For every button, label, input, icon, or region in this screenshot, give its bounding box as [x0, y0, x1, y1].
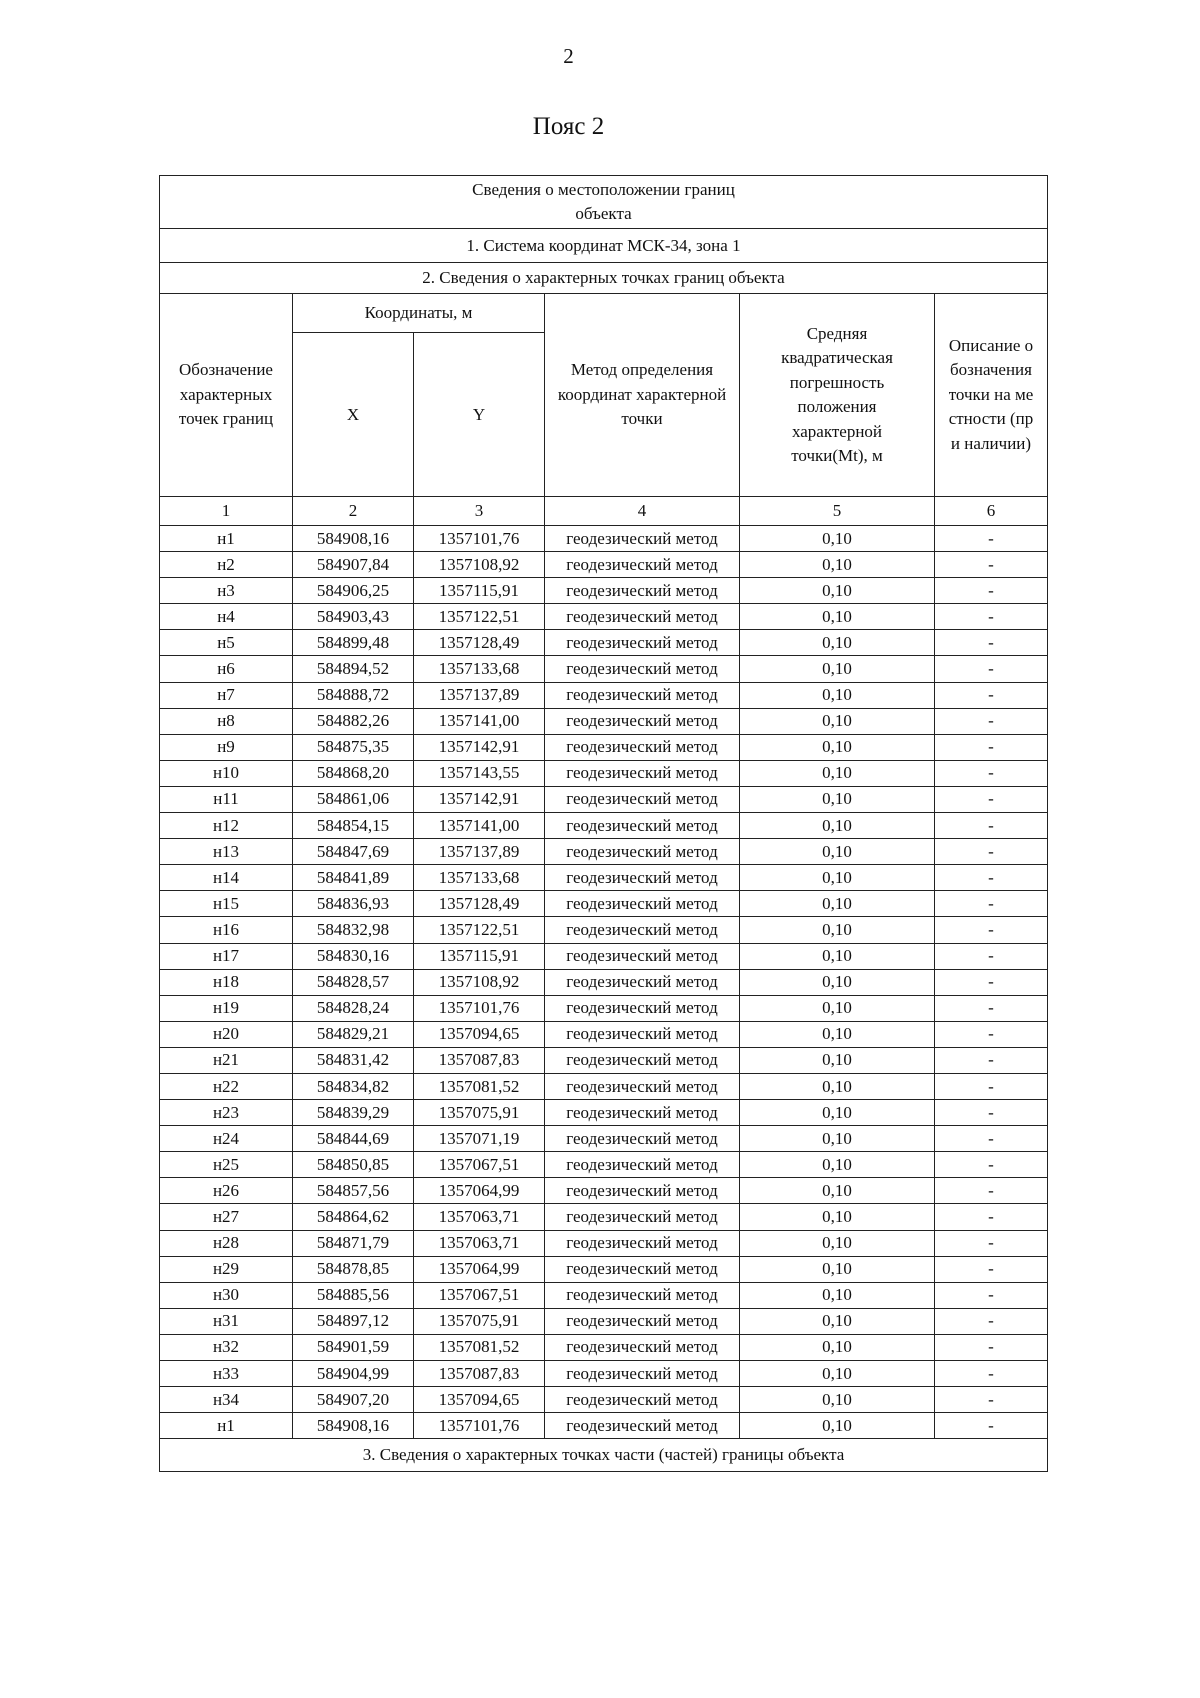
- table-row: [160, 1073, 1048, 1099]
- point-x: 584878,85: [293, 1256, 414, 1282]
- point-description: -: [935, 578, 1048, 604]
- point-id: н31: [160, 1308, 293, 1334]
- point-id: н20: [160, 1021, 293, 1047]
- point-y: 1357063,71: [414, 1230, 545, 1256]
- point-accuracy: 0,10: [740, 1073, 935, 1099]
- point-x: 584875,35: [293, 734, 414, 760]
- point-accuracy: 0,10: [740, 526, 935, 552]
- point-x: 584828,57: [293, 969, 414, 995]
- point-x: 584907,84: [293, 552, 414, 578]
- table-row: [160, 708, 1048, 734]
- points-body: [160, 526, 1048, 1439]
- point-description: -: [935, 630, 1048, 656]
- point-accuracy: 0,10: [740, 1308, 935, 1334]
- point-description: -: [935, 1387, 1048, 1413]
- point-y: 1357081,52: [414, 1073, 545, 1099]
- point-id: н25: [160, 1152, 293, 1178]
- point-method: геодезический метод: [545, 1413, 740, 1439]
- table-row: [160, 1126, 1048, 1152]
- point-x: 584904,99: [293, 1361, 414, 1387]
- point-method: геодезический метод: [545, 656, 740, 682]
- point-y: 1357101,76: [414, 1413, 545, 1439]
- point-id: н16: [160, 917, 293, 943]
- point-x: 584903,43: [293, 604, 414, 630]
- point-id: н14: [160, 865, 293, 891]
- point-accuracy: 0,10: [740, 1178, 935, 1204]
- point-method: геодезический метод: [545, 708, 740, 734]
- point-x: 584897,12: [293, 1308, 414, 1334]
- point-y: 1357143,55: [414, 760, 545, 786]
- point-method: геодезический метод: [545, 1126, 740, 1152]
- point-x: 584864,62: [293, 1204, 414, 1230]
- point-method: геодезический метод: [545, 813, 740, 839]
- point-x: 584861,06: [293, 786, 414, 812]
- col-method-label: Метод определения координат характерной точки: [557, 360, 727, 429]
- table-row: [160, 656, 1048, 682]
- point-method: геодезический метод: [545, 1152, 740, 1178]
- coord-system: 1. Система координат МСК-34, зона 1: [160, 229, 1048, 263]
- point-method: геодезический метод: [545, 1308, 740, 1334]
- point-id: н2: [160, 552, 293, 578]
- point-x: 584839,29: [293, 1100, 414, 1126]
- point-description: -: [935, 891, 1048, 917]
- point-method: геодезический метод: [545, 1256, 740, 1282]
- point-x: 584834,82: [293, 1073, 414, 1099]
- point-accuracy: 0,10: [740, 813, 935, 839]
- point-accuracy: 0,10: [740, 1021, 935, 1047]
- point-id: н10: [160, 760, 293, 786]
- point-method: геодезический метод: [545, 1073, 740, 1099]
- table-row: [160, 813, 1048, 839]
- point-x: 584871,79: [293, 1230, 414, 1256]
- point-method: геодезический метод: [545, 1334, 740, 1360]
- point-y: 1357108,92: [414, 552, 545, 578]
- table-row: [160, 1387, 1048, 1413]
- point-description: -: [935, 1126, 1048, 1152]
- point-id: н4: [160, 604, 293, 630]
- point-y: 1357122,51: [414, 917, 545, 943]
- table-row: [160, 1178, 1048, 1204]
- point-y: 1357101,76: [414, 995, 545, 1021]
- point-description: -: [935, 813, 1048, 839]
- point-id: н32: [160, 1334, 293, 1360]
- table-row: [160, 604, 1048, 630]
- column-numbers-row: [160, 497, 1048, 526]
- table-row: [160, 630, 1048, 656]
- point-accuracy: 0,10: [740, 1204, 935, 1230]
- point-y: 1357141,00: [414, 708, 545, 734]
- point-description: -: [935, 1204, 1048, 1230]
- col-number-5: 5: [740, 497, 935, 526]
- point-x: 584908,16: [293, 526, 414, 552]
- table-row: [160, 1152, 1048, 1178]
- point-y: 1357101,76: [414, 526, 545, 552]
- point-id: н6: [160, 656, 293, 682]
- point-y: 1357067,51: [414, 1152, 545, 1178]
- point-description: -: [935, 526, 1048, 552]
- point-method: геодезический метод: [545, 578, 740, 604]
- point-y: 1357108,92: [414, 969, 545, 995]
- point-x: 584885,56: [293, 1282, 414, 1308]
- point-id: н1: [160, 1413, 293, 1439]
- table-row: [160, 865, 1048, 891]
- point-method: геодезический метод: [545, 604, 740, 630]
- point-y: 1357122,51: [414, 604, 545, 630]
- point-method: геодезический метод: [545, 552, 740, 578]
- point-x: 584894,52: [293, 656, 414, 682]
- point-accuracy: 0,10: [740, 1256, 935, 1282]
- point-id: н5: [160, 630, 293, 656]
- point-x: 584882,26: [293, 708, 414, 734]
- point-x: 584854,15: [293, 813, 414, 839]
- col-y-header: Y: [414, 333, 545, 497]
- point-id: н7: [160, 682, 293, 708]
- point-accuracy: 0,10: [740, 1387, 935, 1413]
- point-description: -: [935, 760, 1048, 786]
- table-row: [160, 1413, 1048, 1439]
- point-y: 1357133,68: [414, 656, 545, 682]
- point-accuracy: 0,10: [740, 917, 935, 943]
- point-description: -: [935, 1047, 1048, 1073]
- point-method: геодезический метод: [545, 786, 740, 812]
- point-x: 584844,69: [293, 1126, 414, 1152]
- point-id: н9: [160, 734, 293, 760]
- col-designation-label: Обозначение характерных точек границ: [178, 360, 274, 429]
- point-x: 584907,20: [293, 1387, 414, 1413]
- point-method: геодезический метод: [545, 1204, 740, 1230]
- point-description: -: [935, 969, 1048, 995]
- point-y: 1357063,71: [414, 1204, 545, 1230]
- point-method: геодезический метод: [545, 1361, 740, 1387]
- table-row: [160, 995, 1048, 1021]
- point-x: 584829,21: [293, 1021, 414, 1047]
- point-id: н17: [160, 943, 293, 969]
- point-x: 584828,24: [293, 995, 414, 1021]
- table-row: [160, 1334, 1048, 1360]
- table-row: [160, 1256, 1048, 1282]
- point-description: -: [935, 1256, 1048, 1282]
- point-method: геодезический метод: [545, 1021, 740, 1047]
- point-accuracy: 0,10: [740, 995, 935, 1021]
- point-x: 584830,16: [293, 943, 414, 969]
- point-description: -: [935, 1334, 1048, 1360]
- table-row: [160, 578, 1048, 604]
- point-description: -: [935, 1152, 1048, 1178]
- point-description: -: [935, 995, 1048, 1021]
- point-id: н11: [160, 786, 293, 812]
- point-y: 1357081,52: [414, 1334, 545, 1360]
- point-accuracy: 0,10: [740, 552, 935, 578]
- point-x: 584908,16: [293, 1413, 414, 1439]
- col-x-header: X: [293, 333, 414, 497]
- table-row: [160, 969, 1048, 995]
- table-row: [160, 1230, 1048, 1256]
- point-accuracy: 0,10: [740, 682, 935, 708]
- point-x: 584899,48: [293, 630, 414, 656]
- table-row: [160, 1021, 1048, 1047]
- point-accuracy: 0,10: [740, 1413, 935, 1439]
- point-accuracy: 0,10: [740, 1126, 935, 1152]
- points-header: 2. Сведения о характерных точках границ объекта: [160, 263, 1048, 294]
- point-method: геодезический метод: [545, 526, 740, 552]
- point-description: -: [935, 865, 1048, 891]
- point-description: -: [935, 1178, 1048, 1204]
- point-y: 1357094,65: [414, 1021, 545, 1047]
- point-y: 1357137,89: [414, 839, 545, 865]
- col-number-3: 3: [414, 497, 545, 526]
- point-method: геодезический метод: [545, 1047, 740, 1073]
- table-row: [160, 552, 1048, 578]
- point-description: -: [935, 604, 1048, 630]
- table-row: [160, 917, 1048, 943]
- point-y: 1357064,99: [414, 1256, 545, 1282]
- point-description: -: [935, 917, 1048, 943]
- point-accuracy: 0,10: [740, 1230, 935, 1256]
- table-row: [160, 839, 1048, 865]
- point-accuracy: 0,10: [740, 656, 935, 682]
- point-method: геодезический метод: [545, 630, 740, 656]
- section-header-cell: [160, 176, 1048, 229]
- point-id: н15: [160, 891, 293, 917]
- point-method: геодезический метод: [545, 943, 740, 969]
- point-y: 1357071,19: [414, 1126, 545, 1152]
- col-number-2: 2: [293, 497, 414, 526]
- table-row: [160, 1047, 1048, 1073]
- table-row: [160, 526, 1048, 552]
- point-y: 1357075,91: [414, 1308, 545, 1334]
- point-method: геодезический метод: [545, 1178, 740, 1204]
- point-y: 1357141,00: [414, 813, 545, 839]
- point-x: 584868,20: [293, 760, 414, 786]
- point-x: 584831,42: [293, 1047, 414, 1073]
- table-row: [160, 682, 1048, 708]
- col-method-header: [545, 294, 740, 497]
- point-method: геодезический метод: [545, 891, 740, 917]
- point-method: геодезический метод: [545, 1282, 740, 1308]
- table-row: [160, 734, 1048, 760]
- parts-header: 3. Сведения о характерных точках части (частей) границы объекта: [160, 1439, 1048, 1472]
- point-accuracy: 0,10: [740, 734, 935, 760]
- point-x: 584857,56: [293, 1178, 414, 1204]
- point-x: 584841,89: [293, 865, 414, 891]
- point-id: н22: [160, 1073, 293, 1099]
- point-method: геодезический метод: [545, 839, 740, 865]
- point-y: 1357128,49: [414, 891, 545, 917]
- point-y: 1357087,83: [414, 1361, 545, 1387]
- table-row: [160, 760, 1048, 786]
- col-designation-header: [160, 294, 293, 497]
- point-accuracy: 0,10: [740, 630, 935, 656]
- point-y: 1357064,99: [414, 1178, 545, 1204]
- point-description: -: [935, 1100, 1048, 1126]
- point-y: 1357142,91: [414, 734, 545, 760]
- table-row: [160, 943, 1048, 969]
- point-x: 584832,98: [293, 917, 414, 943]
- page-number: 2: [563, 44, 574, 68]
- point-method: геодезический метод: [545, 734, 740, 760]
- point-id: н34: [160, 1387, 293, 1413]
- table-row: [160, 1282, 1048, 1308]
- point-x: 584847,69: [293, 839, 414, 865]
- point-accuracy: 0,10: [740, 1047, 935, 1073]
- point-description: -: [935, 1282, 1048, 1308]
- col-description-label: Описание обозначения точки на местности (при наличии): [948, 335, 1034, 453]
- point-id: н21: [160, 1047, 293, 1073]
- col-number-1: 1: [160, 497, 293, 526]
- section-header: Сведения о местоположении границ объекта: [472, 180, 735, 223]
- point-accuracy: 0,10: [740, 604, 935, 630]
- point-id: н33: [160, 1361, 293, 1387]
- point-description: -: [935, 1308, 1048, 1334]
- point-description: -: [935, 656, 1048, 682]
- point-method: геодезический метод: [545, 995, 740, 1021]
- table-footer: [160, 1439, 1048, 1472]
- boundary-points-table: [159, 175, 1048, 1472]
- point-y: 1357128,49: [414, 630, 545, 656]
- point-id: н3: [160, 578, 293, 604]
- point-description: -: [935, 682, 1048, 708]
- point-accuracy: 0,10: [740, 839, 935, 865]
- point-y: 1357133,68: [414, 865, 545, 891]
- point-accuracy: 0,10: [740, 1100, 935, 1126]
- point-x: 584850,85: [293, 1152, 414, 1178]
- point-method: геодезический метод: [545, 1230, 740, 1256]
- point-accuracy: 0,10: [740, 760, 935, 786]
- point-description: -: [935, 552, 1048, 578]
- page-title: Пояс 2: [532, 113, 605, 140]
- point-id: н29: [160, 1256, 293, 1282]
- point-y: 1357067,51: [414, 1282, 545, 1308]
- point-y: 1357094,65: [414, 1387, 545, 1413]
- point-accuracy: 0,10: [740, 708, 935, 734]
- point-description: -: [935, 734, 1048, 760]
- col-description-header: [935, 294, 1048, 497]
- col-number-6: 6: [935, 497, 1048, 526]
- point-id: н28: [160, 1230, 293, 1256]
- point-id: н19: [160, 995, 293, 1021]
- point-accuracy: 0,10: [740, 943, 935, 969]
- table-row: [160, 1361, 1048, 1387]
- col-coordinates-header: Координаты, м: [293, 294, 545, 333]
- point-accuracy: 0,10: [740, 969, 935, 995]
- point-id: н24: [160, 1126, 293, 1152]
- point-accuracy: 0,10: [740, 1361, 935, 1387]
- point-x: 584888,72: [293, 682, 414, 708]
- table-row: [160, 1204, 1048, 1230]
- point-method: геодезический метод: [545, 1387, 740, 1413]
- col-number-4: 4: [545, 497, 740, 526]
- point-x: 584836,93: [293, 891, 414, 917]
- point-description: -: [935, 1361, 1048, 1387]
- point-accuracy: 0,10: [740, 578, 935, 604]
- point-description: -: [935, 708, 1048, 734]
- table-row: [160, 891, 1048, 917]
- point-method: геодезический метод: [545, 917, 740, 943]
- point-method: геодезический метод: [545, 682, 740, 708]
- point-accuracy: 0,10: [740, 786, 935, 812]
- point-description: -: [935, 786, 1048, 812]
- point-id: н18: [160, 969, 293, 995]
- point-id: н23: [160, 1100, 293, 1126]
- point-accuracy: 0,10: [740, 1282, 935, 1308]
- point-accuracy: 0,10: [740, 891, 935, 917]
- point-description: -: [935, 1413, 1048, 1439]
- point-accuracy: 0,10: [740, 1152, 935, 1178]
- point-y: 1357115,91: [414, 578, 545, 604]
- point-id: н1: [160, 526, 293, 552]
- point-accuracy: 0,10: [740, 865, 935, 891]
- point-description: -: [935, 839, 1048, 865]
- table-row: [160, 786, 1048, 812]
- point-y: 1357087,83: [414, 1047, 545, 1073]
- point-id: н8: [160, 708, 293, 734]
- point-description: -: [935, 1230, 1048, 1256]
- table-row: [160, 1100, 1048, 1126]
- point-method: геодезический метод: [545, 865, 740, 891]
- col-accuracy-header: [740, 294, 935, 497]
- point-method: геодезический метод: [545, 969, 740, 995]
- point-y: 1357137,89: [414, 682, 545, 708]
- point-accuracy: 0,10: [740, 1334, 935, 1360]
- point-method: геодезический метод: [545, 760, 740, 786]
- point-description: -: [935, 1021, 1048, 1047]
- point-y: 1357075,91: [414, 1100, 545, 1126]
- point-method: геодезический метод: [545, 1100, 740, 1126]
- point-id: н30: [160, 1282, 293, 1308]
- table-row: [160, 1308, 1048, 1334]
- point-x: 584901,59: [293, 1334, 414, 1360]
- point-id: н27: [160, 1204, 293, 1230]
- point-description: -: [935, 943, 1048, 969]
- point-id: н13: [160, 839, 293, 865]
- point-id: н12: [160, 813, 293, 839]
- col-accuracy-label: Средняя квадратическая погрешность положения характерной точки(Mt), м: [781, 323, 893, 465]
- table-header: [160, 176, 1048, 526]
- point-description: -: [935, 1073, 1048, 1099]
- point-id: н26: [160, 1178, 293, 1204]
- point-y: 1357115,91: [414, 943, 545, 969]
- point-y: 1357142,91: [414, 786, 545, 812]
- point-x: 584906,25: [293, 578, 414, 604]
